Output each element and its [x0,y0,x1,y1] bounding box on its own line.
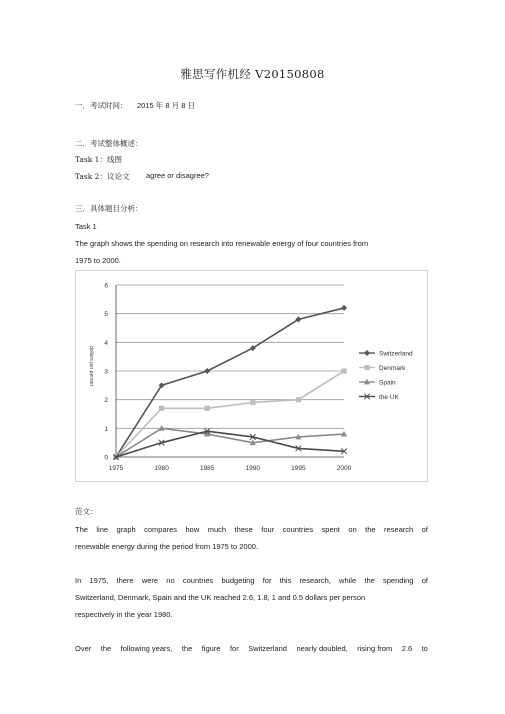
essay-p2-line1 [75,572,428,589]
series-line-spain [116,428,344,457]
y-tick-label: 2 [104,397,108,405]
essay-word: four [261,525,275,534]
essay-word: on [348,525,357,534]
essay-p1-line1 [75,521,428,538]
essay-word: Over [75,644,92,653]
x-tick-label: 2000 [336,465,352,472]
legend-marker-denmark [364,365,369,370]
chart-svg [76,271,427,481]
line-chart [75,270,428,482]
essay-word: the [365,525,376,534]
y-tick-label: 4 [104,339,108,347]
legend-label-denmark: Denmark [379,365,406,372]
series-line-denmark [116,371,344,457]
data-point-switzerland [204,368,210,374]
legend-label-spain: Spain [379,379,396,387]
exam-date: 2015 年 8 月 8 日 [137,101,195,110]
data-point-denmark [296,397,301,402]
legend-label-the-uk: the UK [379,394,399,401]
data-point-denmark [205,406,210,411]
essay-word: no [166,576,175,585]
essay-word: for [262,576,272,585]
essay-word: countries [182,576,214,585]
data-point-denmark [250,400,255,405]
data-point-denmark [159,406,164,411]
essay-p2-line3: respectively in the year 1980. [75,610,173,619]
essay-word: the [364,576,375,585]
essay-word: spending [383,576,414,585]
essay-word: line [96,525,109,534]
legend-label-switzerland: Switzerland [379,350,413,358]
task1-prompt-line2: 1975 to 2000. [75,256,121,265]
exam-time-heading: 一．考试时间： [75,101,128,110]
y-tick-label: 6 [104,282,108,290]
essay-paragraph-1 [75,521,428,555]
x-tick-label: 1980 [154,465,169,472]
essay-word: of [421,576,428,585]
page-title: 雅思写作机经 V20150808 [180,67,325,81]
essay-word: graph [116,525,136,534]
essay-word: to [421,644,428,653]
essay-word: these [234,525,253,534]
essay-paragraph-3 [75,640,428,657]
essay-word: figure [201,644,221,653]
essay-word: research [383,525,414,534]
essay-word: were [141,576,159,585]
essay-word: spent [321,525,340,534]
essay-word: nearly doubled, [296,644,348,653]
x-tick-label: 1985 [199,465,215,472]
y-tick-label: 0 [104,454,108,462]
x-tick-label: 1995 [291,465,306,472]
essay-word: for [229,644,239,653]
essay-p1-line2: renewable energy during the period from 1975 to 2000. [75,542,259,551]
overview-heading: 二．考试整体概述： [75,139,143,148]
essay-word: the [181,644,193,653]
x-tick-label: 1990 [245,465,261,472]
essay-word: countries [282,525,314,534]
essay-word: much [207,525,227,534]
essay-word: rising from [357,644,393,653]
essay-word: there [116,576,134,585]
essay-p3-line1 [75,640,428,657]
task2-question-type: agree or disagree? [146,171,209,180]
x-tick-label: 1975 [108,465,124,472]
legend-marker-switzerland [364,350,370,356]
essay-word: research, [299,576,331,585]
essay-word: The [75,525,88,534]
data-point-denmark [341,368,346,373]
essay-word: following years, [120,644,173,653]
essay-word: this [279,576,292,585]
essay-word: how [185,525,200,534]
task1-prompt-line1: The graph shows the spending on research into renewable energy of four countries from [75,239,369,248]
y-tick-label: 5 [104,311,108,319]
essay-word: Switzerland [248,644,287,653]
y-tick-label: 3 [104,368,108,376]
analysis-heading: 三．具体题目分析： [75,204,143,213]
essay-p2-line2: Switzerland, Denmark, Spain and the UK reached 2.6, 1.8, 1 and 0.5 dollars per person [75,593,366,602]
data-point-switzerland [341,305,347,311]
task1-label: Task 1 [75,222,97,231]
essay-word: of [421,525,428,534]
essay-word: while [339,576,357,585]
essay-word: 2.6 [401,644,413,653]
essay-word: 1975, [89,576,109,585]
essay-paragraph-2 [75,572,428,623]
y-tick-label: 1 [104,425,108,433]
essay-heading: 范文： [75,507,98,516]
essay-word: In [75,576,82,585]
task1-type: Task 1：线图 [75,155,122,164]
essay-word: budgeting [221,576,255,585]
essay-word: compares [144,525,178,534]
y-axis-label: dollars per person [88,345,94,387]
essay-word: the [100,644,112,653]
task2-type: Task 2：议论文 [75,172,130,181]
